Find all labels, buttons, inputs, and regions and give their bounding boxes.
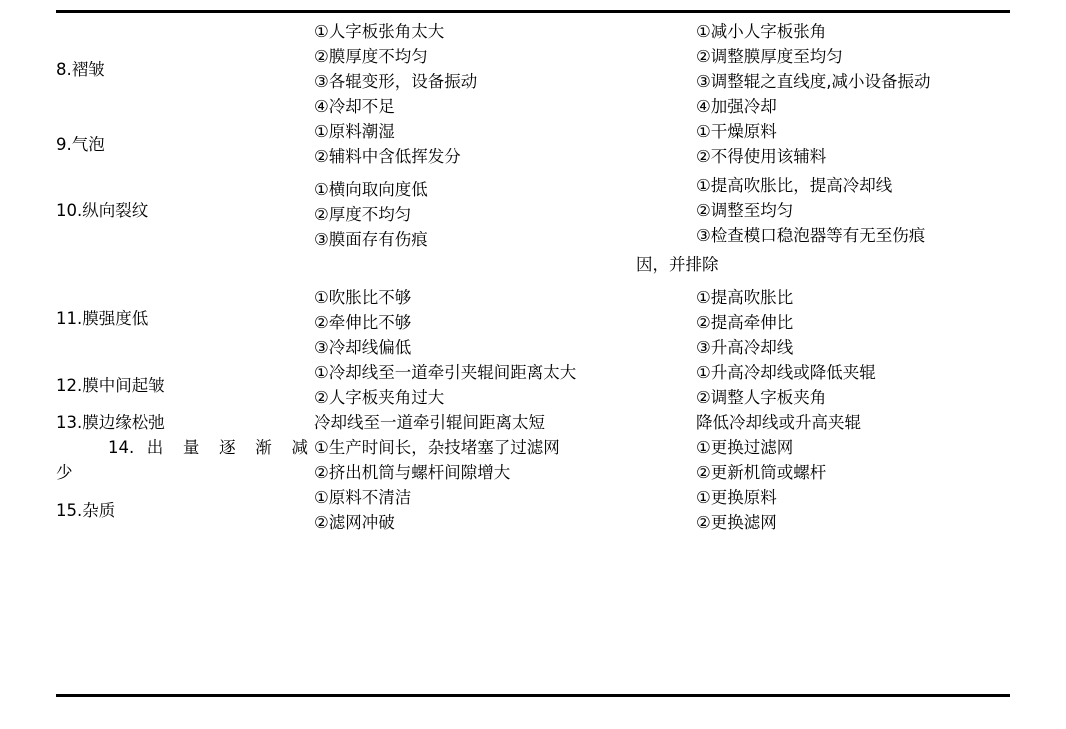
remedy-item: ②调整人字板夹角 — [696, 388, 827, 407]
remedy-cell — [696, 166, 1010, 249]
cause-item: ①人字板张角太大 — [314, 22, 445, 41]
remedy-item: ②调整至均匀 — [696, 201, 794, 220]
fault-cell-empty — [56, 249, 314, 274]
remedy-item: ②不得使用该辅料 — [696, 147, 827, 166]
cause-cell — [314, 482, 696, 532]
table-bottom-rule — [56, 694, 1010, 697]
cause-item: 冷却线至一道牵引辊间距离太短 — [314, 413, 545, 432]
remedy-item: ③升高冷却线 — [696, 338, 794, 357]
fault-label: 14. 出 量 逐 渐 减 — [108, 438, 308, 457]
cause-cell — [314, 166, 696, 249]
remedy-item: ①更换原料 — [696, 488, 777, 507]
table-row — [56, 432, 1010, 482]
table-row — [56, 116, 1010, 166]
fault-label: 13.膜边缘松弛 — [56, 413, 165, 432]
cause-item: ①冷却线至一道牵引夹辊间距离太大 — [314, 363, 577, 382]
fault-cell — [56, 274, 314, 357]
remedy-cell-continuation — [636, 249, 1010, 274]
fault-cell — [56, 357, 314, 407]
fault-cell — [56, 16, 314, 116]
table-row — [56, 407, 1010, 432]
cause-item: ①生产时间长，杂技堵塞了过滤网 — [314, 438, 560, 457]
remedy-item: ②调整膜厚度至均匀 — [696, 47, 843, 66]
fault-cell — [56, 116, 314, 166]
remedy-cell — [696, 432, 1010, 482]
fault-label: 15.杂质 — [56, 500, 116, 520]
cause-item: ③膜面存有伤痕 — [314, 230, 428, 249]
fault-cell — [56, 407, 314, 432]
fault-cell — [56, 432, 314, 482]
remedy-item: ①升高冷却线或降低夹辊 — [696, 363, 876, 382]
cause-item: ①原料不清洁 — [314, 488, 412, 507]
remedy-item-continuation: 因，并排除 — [636, 255, 719, 274]
remedy-cell — [696, 116, 1010, 166]
table-top-rule — [56, 10, 1010, 13]
remedy-cell — [696, 407, 1010, 432]
fault-cell — [56, 482, 314, 532]
table-row — [56, 166, 1010, 249]
remedy-item: ④加强冷却 — [696, 97, 777, 116]
table-row — [56, 357, 1010, 407]
cause-item: ②牵伸比不够 — [314, 313, 412, 332]
cause-item: ②挤出机筒与螺杆间隙增大 — [314, 463, 511, 482]
cause-item: ①吹胀比不够 — [314, 288, 412, 307]
remedy-item: ③检查模口稳泡器等有无至伤痕 — [696, 226, 926, 245]
remedy-item: 降低冷却线或升高夹辊 — [696, 413, 861, 432]
remedy-cell — [696, 357, 1010, 407]
fault-cell — [56, 166, 314, 249]
remedy-item: ②更换滤网 — [696, 513, 777, 532]
fault-label-continuation: 少 — [56, 463, 73, 482]
table-row — [56, 482, 1010, 532]
cause-cell — [314, 116, 696, 166]
remedy-item: ②更新机筒或螺杆 — [696, 463, 827, 482]
remedy-item: ①干燥原料 — [696, 122, 777, 141]
remedy-item: ②提高牵伸比 — [696, 313, 794, 332]
remedy-cell — [696, 274, 1010, 357]
cause-item: ①横向取向度低 — [314, 180, 428, 199]
cause-item: ④冷却不足 — [314, 97, 395, 116]
fault-label: 8.褶皱 — [56, 59, 105, 79]
table-row — [56, 274, 1010, 357]
remedy-item: ①减小人字板张角 — [696, 22, 827, 41]
cause-cell — [314, 274, 696, 357]
fault-label: 12.膜中间起皱 — [56, 375, 165, 395]
cause-item: ②辅料中含低挥发分 — [314, 147, 461, 166]
troubleshooting-table — [56, 16, 1010, 532]
remedy-item: ①提高吹胀比 — [696, 288, 794, 307]
table-row-continuation — [56, 249, 1010, 274]
remedy-item: ①提高吹胀比，提高冷却线 — [696, 176, 893, 195]
cause-item: ②厚度不均匀 — [314, 205, 412, 224]
fault-label: 9.气泡 — [56, 134, 105, 154]
cause-item: ①原料潮湿 — [314, 122, 395, 141]
fault-label: 10.纵向裂纹 — [56, 201, 149, 220]
cause-item: ②膜厚度不均匀 — [314, 47, 428, 66]
remedy-cell — [696, 482, 1010, 532]
cause-item: ②滤网冲破 — [314, 513, 395, 532]
cause-item: ②人字板夹角过大 — [314, 388, 445, 407]
cause-item: ③各辊变形，设备振动 — [314, 72, 478, 91]
cause-cell — [314, 432, 696, 482]
remedy-item: ③调整辊之直线度,减小设备振动 — [696, 72, 931, 91]
cause-item: ③冷却线偏低 — [314, 338, 412, 357]
table-row — [56, 16, 1010, 116]
cause-cell — [314, 407, 696, 432]
cause-cell — [314, 16, 696, 116]
remedy-item: ①更换过滤网 — [696, 438, 794, 457]
fault-label: 11.膜强度低 — [56, 309, 149, 328]
cause-cell — [314, 357, 696, 407]
remedy-cell — [696, 16, 1010, 116]
